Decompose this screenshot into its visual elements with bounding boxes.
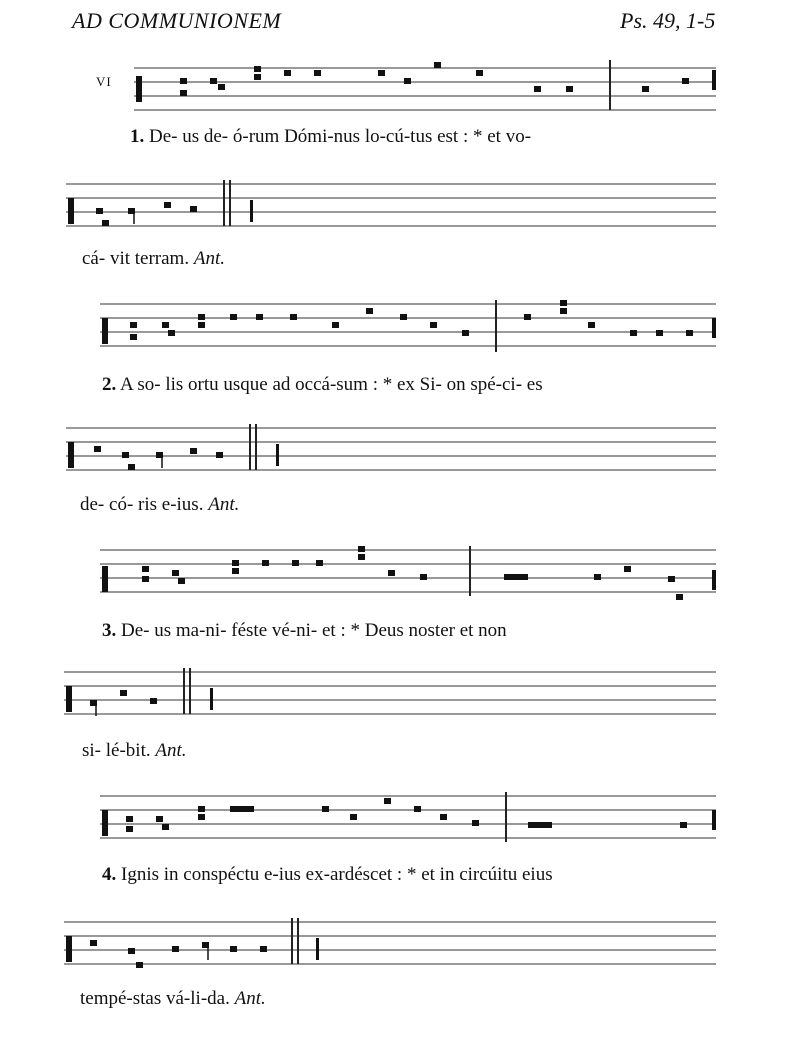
verse-text: De- us de- ó-rum Dómi-nus lo-cú-tus est : * et vo- (149, 126, 532, 147)
ant-marker: Ant. (208, 494, 240, 515)
ant-marker: Ant. (155, 740, 187, 761)
verse-text: A so- lis ortu usque ad occá-sum : * ex Si- on spé-ci- es (119, 374, 543, 395)
verse-4-line-1 (102, 864, 553, 886)
verse-text: Ignis in conspéctu e-ius ex-ardéscet : * et in circúitu eius (121, 864, 553, 885)
verse-1-line-2 (82, 248, 225, 270)
staff-3 (100, 300, 716, 352)
verse-1-line-1 (130, 126, 531, 148)
verse-number: 4. (102, 864, 117, 885)
staff-1 (134, 64, 716, 112)
staff-5 (100, 546, 716, 600)
verse-text: si- lé-bit. (82, 740, 151, 761)
verse-4-line-2 (80, 988, 266, 1010)
verse-3-line-2 (82, 740, 187, 762)
verse-2-line-1 (102, 374, 543, 396)
psalm-reference: Ps. 49, 1-5 (620, 8, 716, 33)
staff-7 (100, 792, 716, 844)
staff-2 (66, 180, 716, 232)
ant-marker: Ant. (234, 988, 266, 1009)
verse-number: 3. (102, 620, 117, 641)
verse-text: de- có- ris e-ius. (80, 494, 204, 515)
verse-number: 2. (102, 374, 117, 395)
mode-label: VI (96, 74, 112, 89)
verse-text: tempé-stas vá-li-da. (80, 988, 230, 1009)
staff-6 (64, 668, 716, 720)
verse-2-line-2 (80, 494, 239, 516)
staff-8 (64, 918, 716, 970)
verse-number: 1. (130, 126, 145, 147)
chant-title: AD COMMUNIONEM (72, 8, 282, 33)
staff-4 (66, 424, 716, 476)
verse-text: cá- vit terram. (82, 248, 190, 269)
ant-marker: Ant. (193, 248, 225, 269)
verse-text: De- us ma-ni- féste vé-ni- et : * Deus noster et non (121, 620, 507, 641)
verse-3-line-1 (102, 620, 507, 642)
